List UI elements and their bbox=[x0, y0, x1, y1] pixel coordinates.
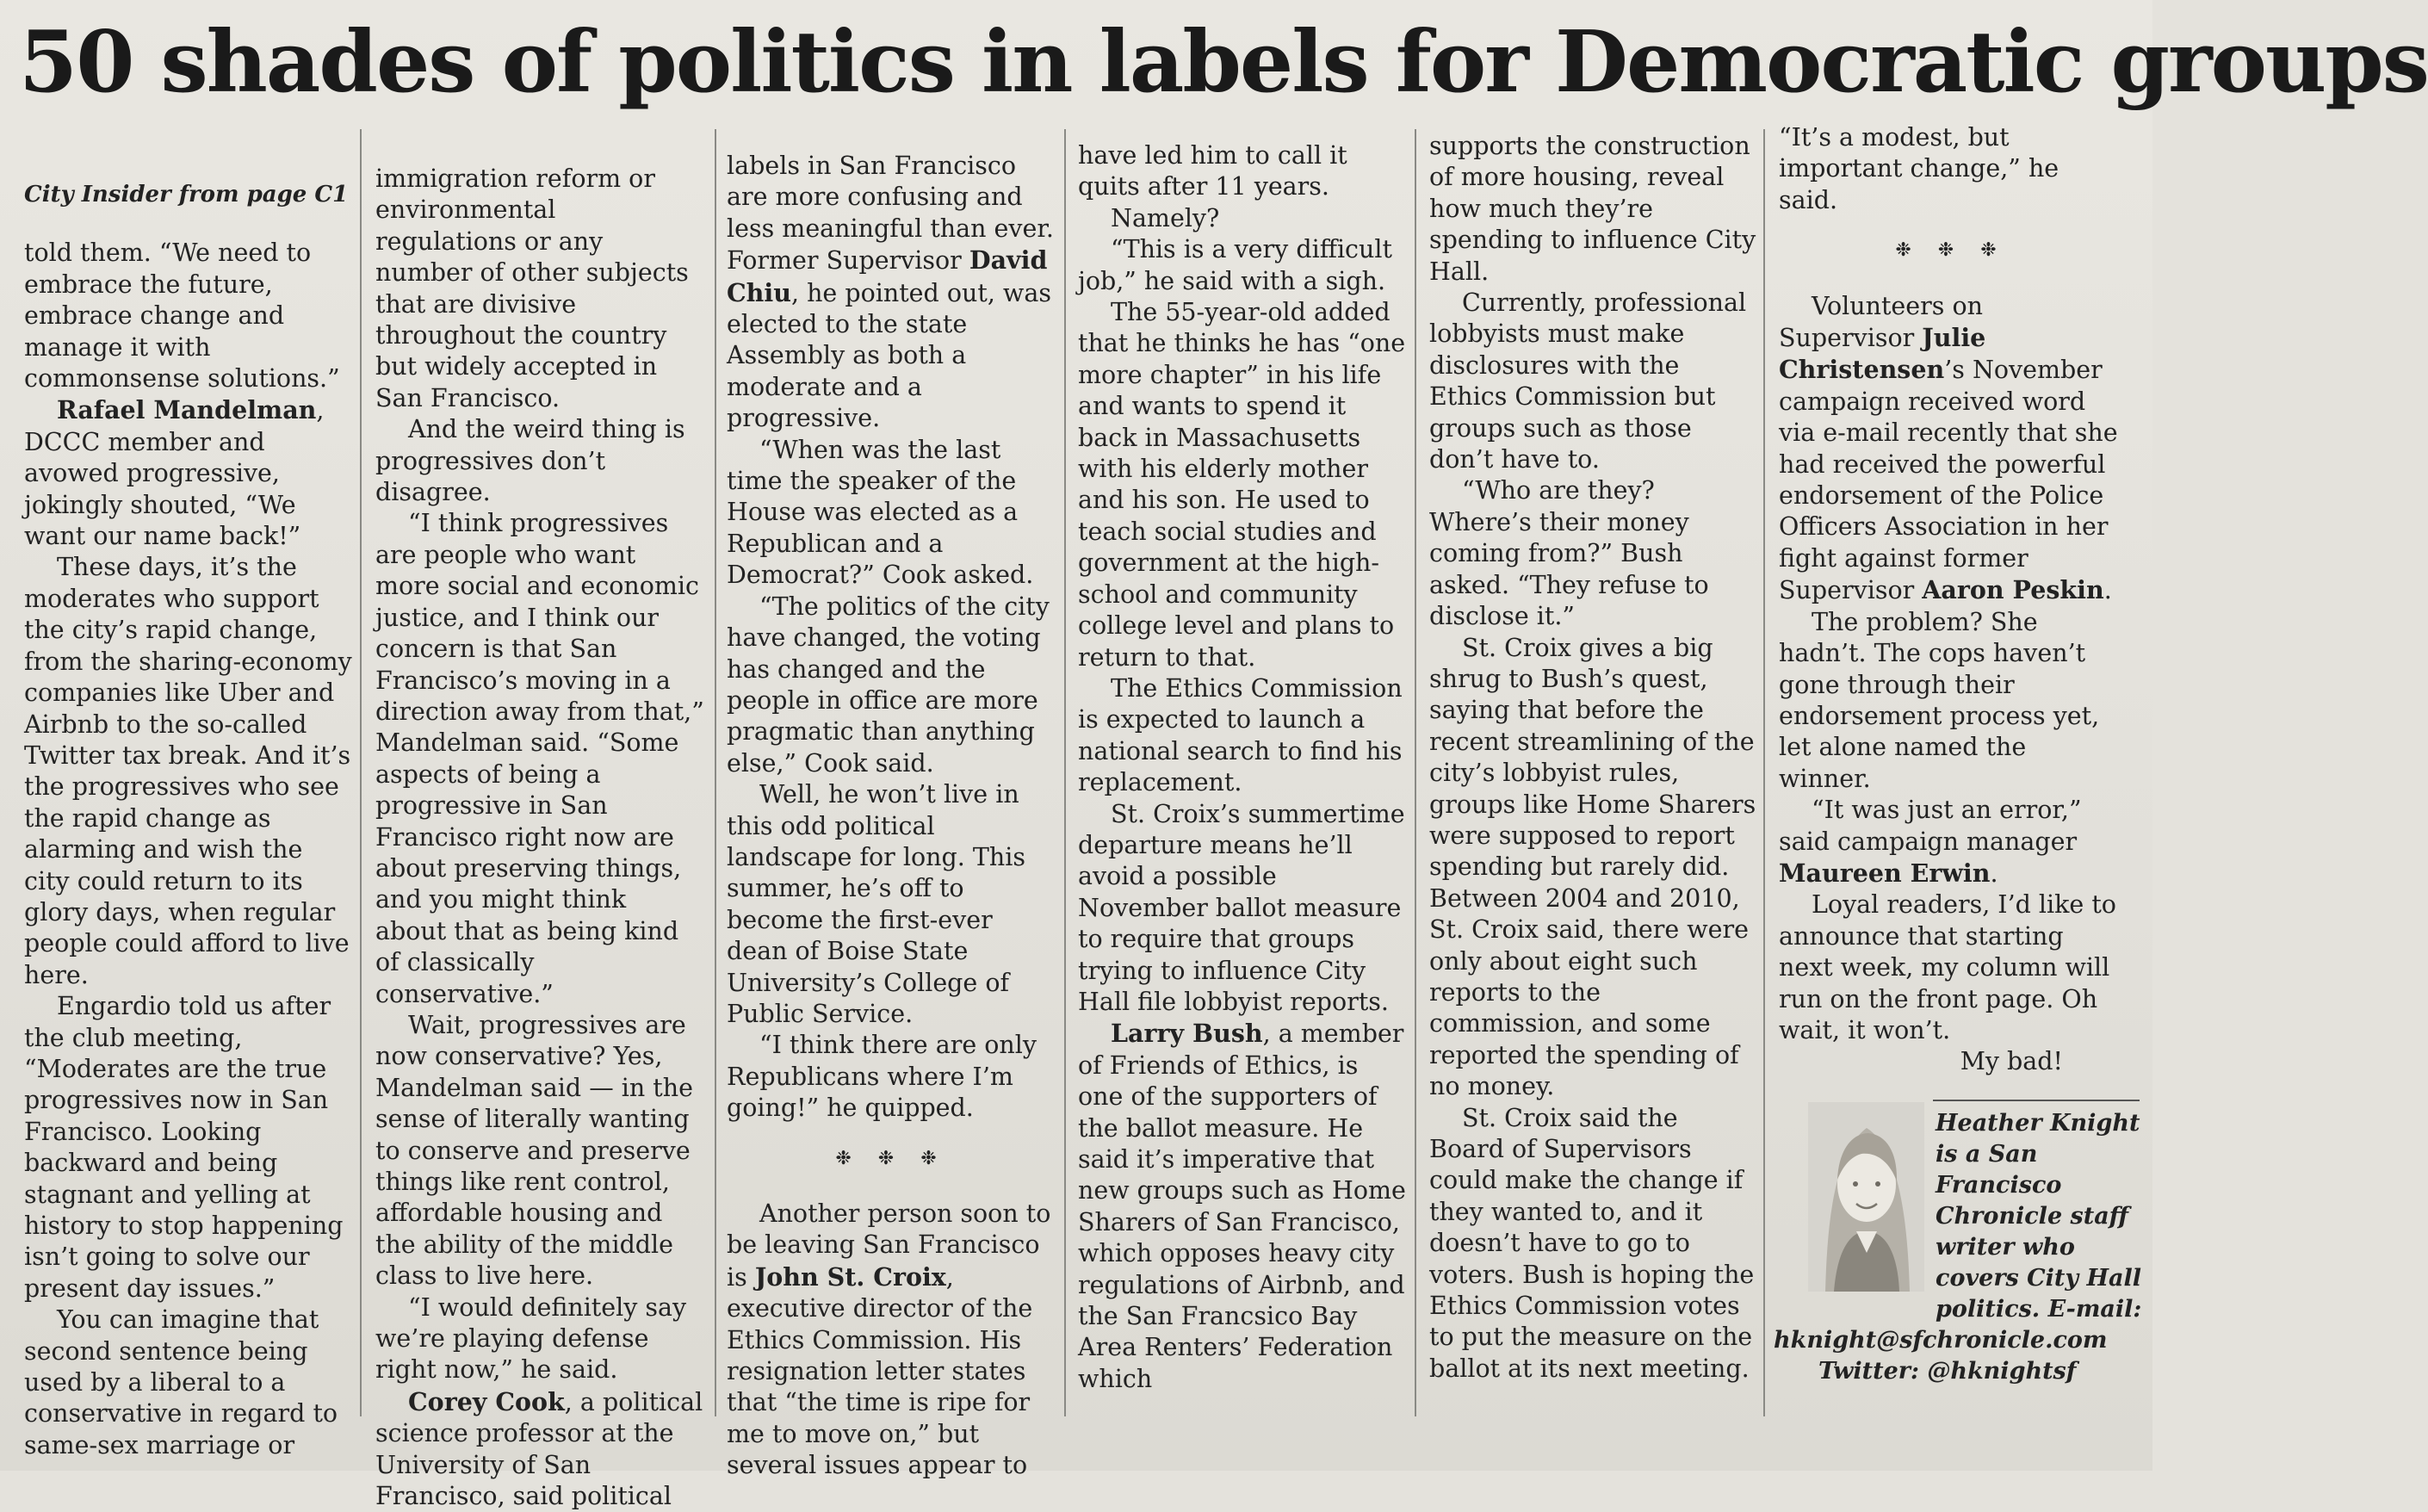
author-twitter: Twitter: @hknightsf bbox=[1818, 1358, 2077, 1385]
section-divider-stars: ❉ ❉ ❉ bbox=[1895, 239, 2007, 262]
column-rule bbox=[360, 129, 362, 1416]
bio-line: Francisco bbox=[1936, 1172, 2062, 1199]
paragraph: Volunteers on Supervisor Julie Christensen’s November campaign received word via e-mail recently that she had received the powerful endorsement of the Police Officers Association in her fight against former Supervisor Aaron Peskin. bbox=[1779, 291, 2118, 605]
author-bio bbox=[1739, 1108, 2144, 1387]
paragraph: The Ethics Commission is expected to launch a national search to find his replacement. bbox=[1078, 673, 1403, 797]
person-name: David Chiu bbox=[727, 245, 1048, 307]
person-name: Rafael Mandelman bbox=[57, 395, 317, 425]
paragraph: Rafael Mandelman, DCCC member and avowed progressive, jokingly shouted, “We want our name back!” bbox=[24, 395, 325, 551]
paragraph: “This is a very difficult job,” he said with a sigh. bbox=[1078, 235, 1392, 295]
article-column-6 bbox=[1779, 122, 2123, 1078]
paragraph: “I would definitely say we’re playing defense right now,” he said. bbox=[375, 1292, 687, 1385]
kicker: City Insider from page C1 bbox=[24, 182, 349, 208]
paragraph: told them. “We need to embrace the future, embrace change and manage it with commonsense solutions.” bbox=[24, 239, 340, 393]
person-name: Maureen Erwin bbox=[1779, 858, 1991, 888]
bio-rule bbox=[1933, 1100, 2140, 1101]
paragraph: You can imagine that second sentence being used by a liberal to a conservative in regard to same-sex marriage or bbox=[24, 1305, 338, 1459]
paragraph: The problem? She hadn’t. The cops haven’t gone through their endorsement process yet, let alone named the winner. bbox=[1779, 607, 2100, 793]
author-name: Heather Knight bbox=[1936, 1110, 2140, 1137]
column-rule bbox=[715, 129, 716, 1416]
paragraph: The 55-year-old added that he thinks he has “one more chapter” in his life and wants to spend it back in Massachusetts with his elderly mother and his son. He used to teach social studies and government at the high-school and community college level and plans to return to that. bbox=[1078, 298, 1406, 672]
bio-line: Chronicle staff bbox=[1936, 1203, 2129, 1230]
paragraph: “I think there are only Republicans where I’m going!” he quipped. bbox=[727, 1031, 1037, 1123]
column-rule bbox=[1064, 129, 1066, 1416]
bio-line: politics. E-mail: bbox=[1936, 1296, 2142, 1323]
paragraph: Larry Bush, a member of Friends of Ethics, is one of the supporters of the ballot measure. He said it’s imperative that new groups such as Home Sharers of San Francisco, which opposes heavy city regulations of Airbnb, and the San Francsico Bay Area Renters’ Federation which bbox=[1078, 1019, 1406, 1393]
paragraph: “It’s a modest, but important change,” he said. bbox=[1779, 123, 2059, 214]
article-column-1 bbox=[24, 179, 353, 1461]
article-column-3 bbox=[727, 151, 1056, 1482]
paragraph: St. Croix gives a big shrug to Bush’s quest, saying that before the recent streamlining of the city’s lobbyist rules, groups like Home Sharers were supposed to report spending but rarely did. Between 2004 and 2010, St. Croix said, there were only about eight such reports to the commission, and some reported the spending of no money. bbox=[1429, 633, 1756, 1101]
paragraph: “The politics of the city have changed, the voting has changed and the people in office are more pragmatic than anything else,” Cook said. bbox=[727, 592, 1050, 778]
person-name: Larry Bush bbox=[1111, 1019, 1263, 1049]
paragraph: “Who are they? Where’s their money coming from?” Bush asked. “They refuse to disclose it.” bbox=[1429, 476, 1709, 631]
paragraph: Another person soon to be leaving San Francisco is John St. Croix, executive director of the Ethics Commission. His resignation letter states that “the time is ripe for me to move on,” but several issues appear to bbox=[727, 1199, 1051, 1480]
paragraph: St. Croix’s summertime departure means he’ll avoid a possible November ballot measure to require that groups trying to influence City Hall file lobbyist reports. bbox=[1078, 799, 1405, 1016]
person-name: Corey Cook bbox=[408, 1386, 565, 1416]
signoff: My bad! bbox=[1960, 1047, 2063, 1076]
paragraph: St. Croix said the Board of Supervisors could make the change if they wanted to, and it doesn’t have to go to voters. Bush is hoping the Ethics Commission votes to put the measure on the ballot at its next meeting. bbox=[1429, 1103, 1755, 1383]
paragraph: These days, it’s the moderates who support the city’s rapid change, from the sharing-economy companies like Uber and Airbnb to the so-called Twitter tax break. And it’s the progressives who see the rapid change as alarming and wish the city could return to its glory days, when regular people could afford to live here. bbox=[24, 553, 352, 989]
paragraph: Namely? bbox=[1111, 203, 1220, 232]
paragraph: have led him to call it quits after 11 years. bbox=[1078, 141, 1347, 201]
article-column-5 bbox=[1429, 131, 1758, 1385]
bio-line: is a San bbox=[1936, 1141, 2038, 1168]
paragraph: supports the construction of more housing, reveal how much they’re spending to influence City Hall. bbox=[1429, 132, 1756, 286]
author-email: hknight@sfchronicle.com bbox=[1774, 1327, 2108, 1354]
person-name: Aaron Peskin bbox=[1922, 575, 2104, 605]
paragraph: “I think progressives are people who want more social and economic justice, and I think our concern is that San Francisco’s moving in a direction away from that,” Mandelman said. “Some aspects of being a progressive in San Francisco right now are about preserving things, and you might think about that as being kind of classically conservative.” bbox=[375, 509, 704, 1008]
article-column-4 bbox=[1078, 140, 1407, 1395]
paragraph: And the weird thing is progressives don’t disagree. bbox=[375, 415, 685, 507]
paragraph: Well, he won’t live in this odd political landscape for long. This summer, he’s off to become the first-ever dean of Boise State University’s College of Public Service. bbox=[727, 780, 1025, 1028]
person-name: Julie Christensen bbox=[1779, 323, 1986, 385]
paragraph: “When was the last time the speaker of the House was elected as a Republican and a Democrat?” Cook asked. bbox=[727, 435, 1034, 590]
bio-line: covers City Hall bbox=[1936, 1265, 2141, 1292]
paragraph: Wait, progressives are now conservative? Yes, Mandelman said — in the sense of literally wanting to conserve and preserve things like rent control, affordable housing and the ability of the middle class to live here. bbox=[375, 1010, 693, 1291]
paragraph: “It was just an error,” said campaign manager Maureen Erwin. bbox=[1779, 796, 2082, 888]
paragraph: Engardio told us after the club meeting, “Moderates are the true progressives now in San Francisco. Looking backward and being stagnant and yelling at history to stop happening isn’t going to solve our present day issues.” bbox=[24, 992, 344, 1303]
paragraph: Loyal readers, I’d like to announce that starting next week, my column will run on the front page. Oh wait, it won’t. bbox=[1779, 890, 2116, 1044]
article-column-2 bbox=[375, 164, 704, 1512]
headline: 50 shades of politics in labels for Democratic groups bbox=[19, 13, 2428, 112]
column-rule bbox=[1415, 129, 1416, 1416]
person-name: John St. Croix bbox=[754, 1261, 946, 1292]
paragraph: immigration reform or environmental regulations or any number of other subjects that are divisive throughout the country but widely accepted in San Francisco. bbox=[375, 164, 689, 412]
paragraph: Corey Cook, a political science professor at the University of San Francisco, said political bbox=[375, 1386, 703, 1511]
paragraph: Currently, professional lobbyists must make disclosures with the Ethics Commission but groups such as those don’t have to. bbox=[1429, 288, 1747, 474]
section-divider-stars: ❉ ❉ ❉ bbox=[835, 1147, 947, 1169]
bio-line: writer who bbox=[1936, 1234, 2075, 1261]
paragraph: labels in San Francisco are more confusing and less meaningful than ever. Former Supervisor David Chiu, he pointed out, was elected to the state Assembly as both a moderate and a progressive. bbox=[727, 152, 1054, 433]
